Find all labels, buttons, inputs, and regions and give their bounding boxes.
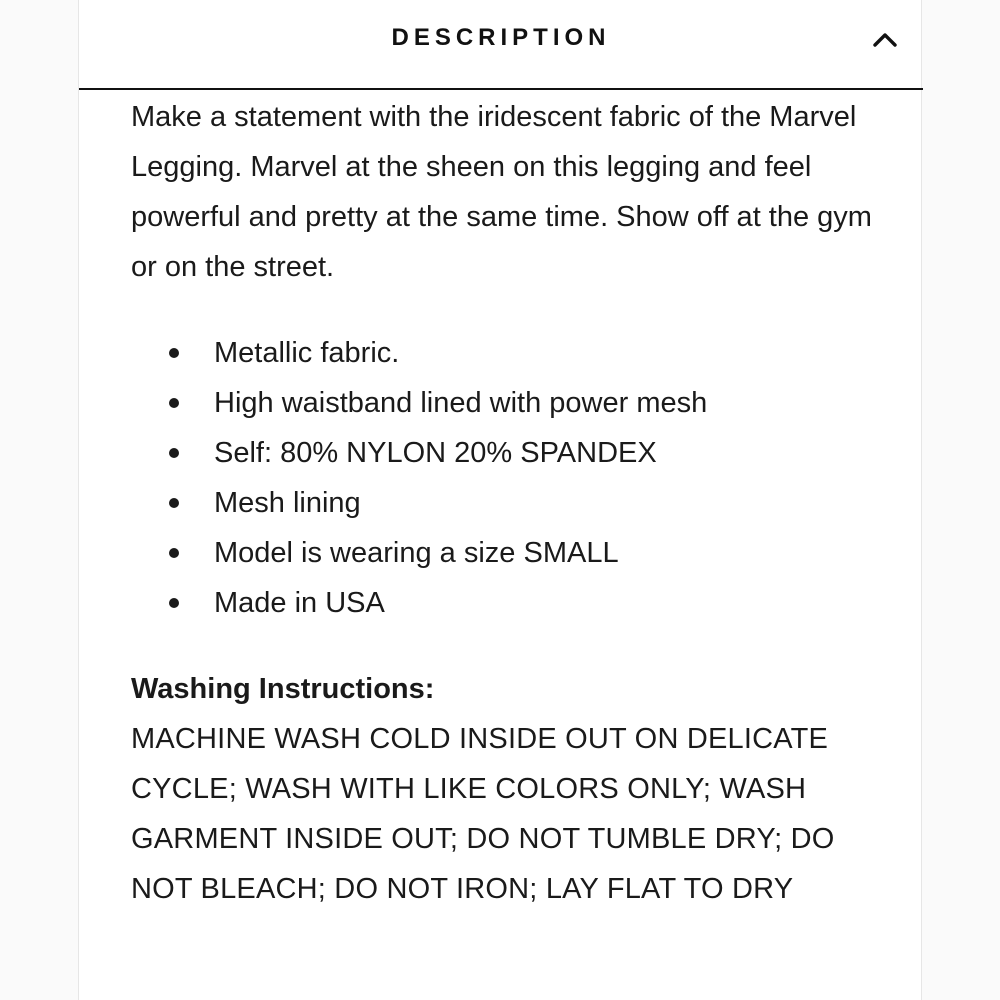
description-content [131,92,891,914]
bullet-icon [169,598,179,608]
washing-instructions-heading: Washing Instructions: [131,673,435,705]
description-intro: Make a statement with the iridescent fabric of the Marvel Legging. Marvel at the sheen on this legging and feel powerful and pretty at the same time. Show off at the gym or on the street. [131,101,872,283]
list-item [131,578,891,628]
list-item [131,528,891,578]
feature-text: Mesh lining [214,487,361,519]
feature-text: Self: 80% NYLON 20% SPANDEX [214,437,657,469]
list-item [131,378,891,428]
bullet-icon [169,348,179,358]
bullet-icon [169,548,179,558]
feature-text: High waistband lined with power mesh [214,387,708,419]
bullet-icon [169,398,179,408]
bullet-icon [169,498,179,508]
bullet-icon [169,448,179,458]
feature-list [131,328,891,628]
product-details-panel [78,0,922,1000]
washing-instructions-text: MACHINE WASH COLD INSIDE OUT ON DELICATE CYCLE; WASH WITH LIKE COLORS ONLY; WASH GARMENT INSIDE OUT; DO NOT TUMBLE DRY; DO NOT BLEACH; DO NOT IRON; LAY FLAT TO DRY [131,723,835,905]
accordion-title: DESCRIPTION [391,24,611,51]
description-accordion-header[interactable] [79,0,923,90]
feature-text: Model is wearing a size SMALL [214,537,619,569]
chevron-up-icon[interactable] [871,26,899,54]
list-item [131,478,891,528]
feature-text: Made in USA [214,587,385,619]
list-item [131,428,891,478]
feature-text: Metallic fabric. [214,337,400,369]
list-item [131,328,891,378]
